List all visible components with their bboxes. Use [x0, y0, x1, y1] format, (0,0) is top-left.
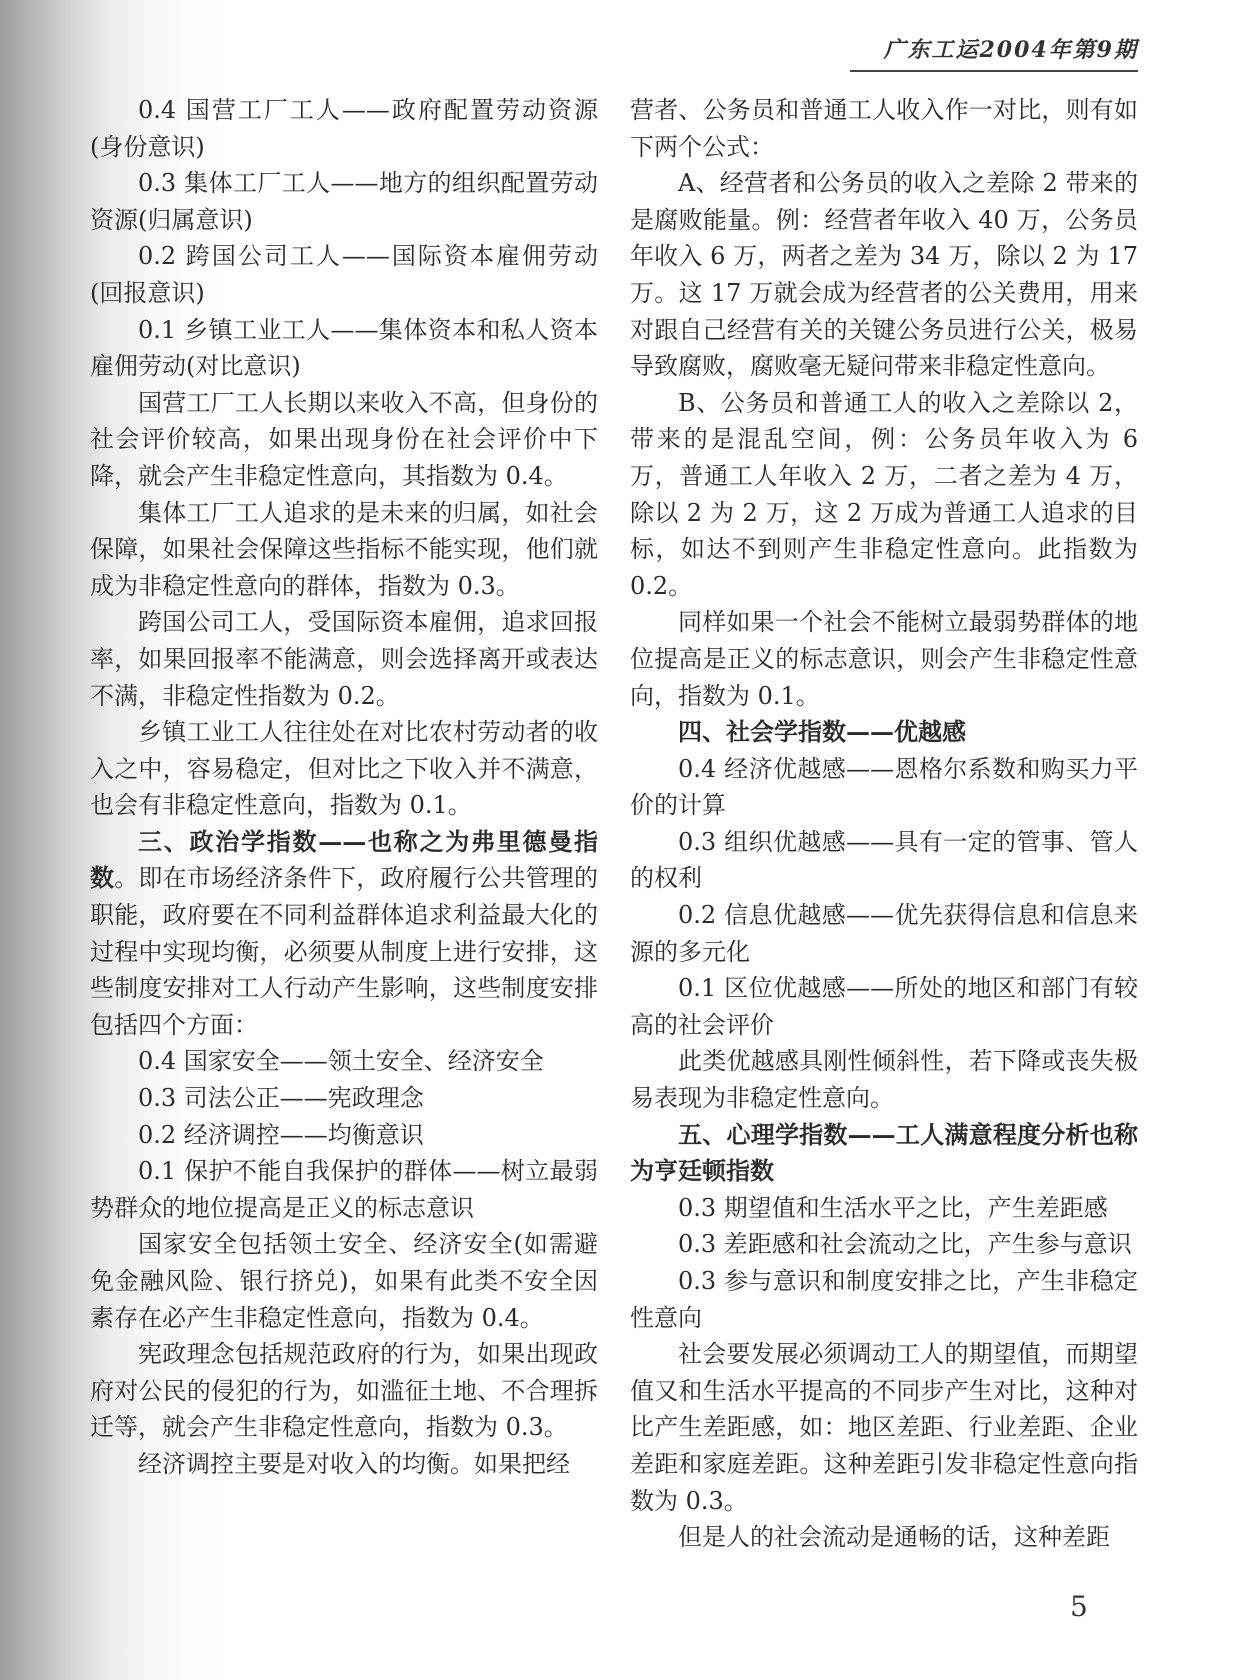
list-item: 0.1 乡镇工业工人——集体资本和私人资本雇佣劳动(对比意识)	[90, 315, 598, 381]
page-number: 5	[1070, 1590, 1088, 1623]
paragraph: B、公务员和普通工人的收入之差除以 2，带来的是混乱空间，例：公务员年收入为 6 万，普通工人年收入 2 万，二者之差为 4 万，除以 2 为 2 万，这 2 万成为普通工人追求的目标，如达不到则产生非稳定性意向。此指数为 0.2。	[630, 388, 1138, 600]
section-heading-psychology: 五、心理学指数——工人满意程度分析也称为亨廷顿指数	[630, 1119, 1138, 1186]
left-column	[90, 92, 598, 1483]
list-item: 0.4 经济优越感——恩格尔系数和购买力平价的计算	[630, 754, 1138, 820]
paragraph: 乡镇工业工人往往处在对比农村劳动者的收入之中，容易稳定，但对比之下收入并不满意，也会有非稳定性意向，指数为 0.1。	[90, 718, 598, 820]
section-heading-sociology: 四、社会学指数——优越感	[678, 717, 966, 747]
list-item: 0.2 信息优越感——优先获得信息和信息来源的多元化	[630, 901, 1138, 966]
paragraph: 国家安全包括领土安全、经济安全(如需避免金融风险、银行挤兑)，如果有此类不安全因素存在必产生非稳定性意向，指数为 0.4。	[90, 1230, 598, 1332]
paragraph: 同样如果一个社会不能树立最弱势群体的地位提高是正义的标志意识，则会产生非稳定性意向，指数为 0.1。	[630, 608, 1138, 710]
list-item: 0.4 国营工厂工人——政府配置劳动资源(身份意识)	[90, 96, 598, 161]
paragraph: 但是人的社会流动是通畅的话，这种差距	[678, 1523, 1110, 1552]
section-heading-body: 。即在市场经济条件下，政府履行公共管理的职能，政府要在不同利益群体追求利益最大化的过程中实现均衡，必须要从制度上进行安排，这些制度安排对工人行动产生影响，这些制度安排包括四个方面：	[90, 864, 599, 1039]
list-item: 0.3 参与意识和制度安排之比，产生非稳定性意向	[630, 1267, 1138, 1332]
list-item: 0.1 保护不能自我保护的群体——树立最弱势群众的地位提高是正义的标志意识	[90, 1157, 598, 1222]
section-heading-bold: 三、政治学指数——也称之为弗里德曼指数	[90, 826, 598, 893]
running-header	[850, 30, 1138, 72]
list-item: 0.3 组织优越感——具有一定的管事、管人的权利	[630, 827, 1138, 893]
paragraph: 跨国公司工人，受国际资本雇佣，追求回报率，如果回报率不能满意，则会选择离开或表达不满，非稳定性指数为 0.2。	[90, 608, 598, 710]
paragraph: 国营工厂工人长期以来收入不高，但身份的社会评价较高，如果出现身份在社会评价中下降，就会产生非稳定性意向，其指数为 0.4。	[90, 388, 598, 490]
paragraph: 集体工厂工人追求的是未来的归属，如社会保障，如果社会保障这些指标不能实现，他们就成为非稳定性意向的群体，指数为 0.3。	[90, 498, 598, 600]
journal-title: 广东工运2004年第9期	[883, 37, 1138, 63]
paragraph: A、经营者和公务员的收入之差除 2 带来的是腐败能量。例：经营者年收入 40 万，公务员年收入 6 万，两者之差为 34 万，除以 2 为 17 万。这 17 万就会成为经营者的公关费用，用来对跟自己经营有关的关键公务员进行公关，极易导致腐败，腐败毫无疑问带来非稳定性意向。	[630, 169, 1138, 381]
paragraph: 社会要发展必须调动工人的期望值，而期望值又和生活水平提高的不同步产生对比，这种对比产生差距感，如：地区差距、行业差距、企业差距和家庭差距。这种差距引发非稳定性意向指数为 0.3。	[630, 1340, 1138, 1515]
list-item: 0.2 跨国公司工人——国际资本雇佣劳动(回报意识)	[90, 242, 598, 307]
paragraph: 此类优越感具刚性倾斜性，若下降或丧失极易表现为非稳定性意向。	[630, 1047, 1138, 1113]
list-item: 0.3 司法公正——宪政理念	[138, 1084, 424, 1113]
list-item: 0.2 经济调控——均衡意识	[138, 1120, 424, 1149]
section-heading-politics	[90, 824, 598, 1044]
right-column	[630, 92, 1138, 1556]
paragraph: 经济调控主要是对收入的均衡。如果把经	[138, 1449, 570, 1478]
paragraph: 宪政理念包括规范政府的行为，如果出现政府对公民的侵犯的行为，如滥征土地、不合理拆迁等，就会产生非稳定性意向，指数为 0.3。	[90, 1340, 598, 1442]
paragraph: 营者、公务员和普通工人收入作一对比，则有如下两个公式：	[630, 96, 1138, 161]
list-item: 0.3 集体工厂工人——地方的组织配置劳动资源(归属意识)	[90, 169, 598, 234]
list-item: 0.4 国家安全——领土安全、经济安全	[138, 1047, 544, 1076]
list-item: 0.3 期望值和生活水平之比，产生差距感	[678, 1193, 1108, 1222]
list-item: 0.1 区位优越感——所处的地区和部门有较高的社会评价	[630, 974, 1138, 1039]
list-item: 0.3 差距感和社会流动之比，产生参与意识	[678, 1230, 1132, 1259]
